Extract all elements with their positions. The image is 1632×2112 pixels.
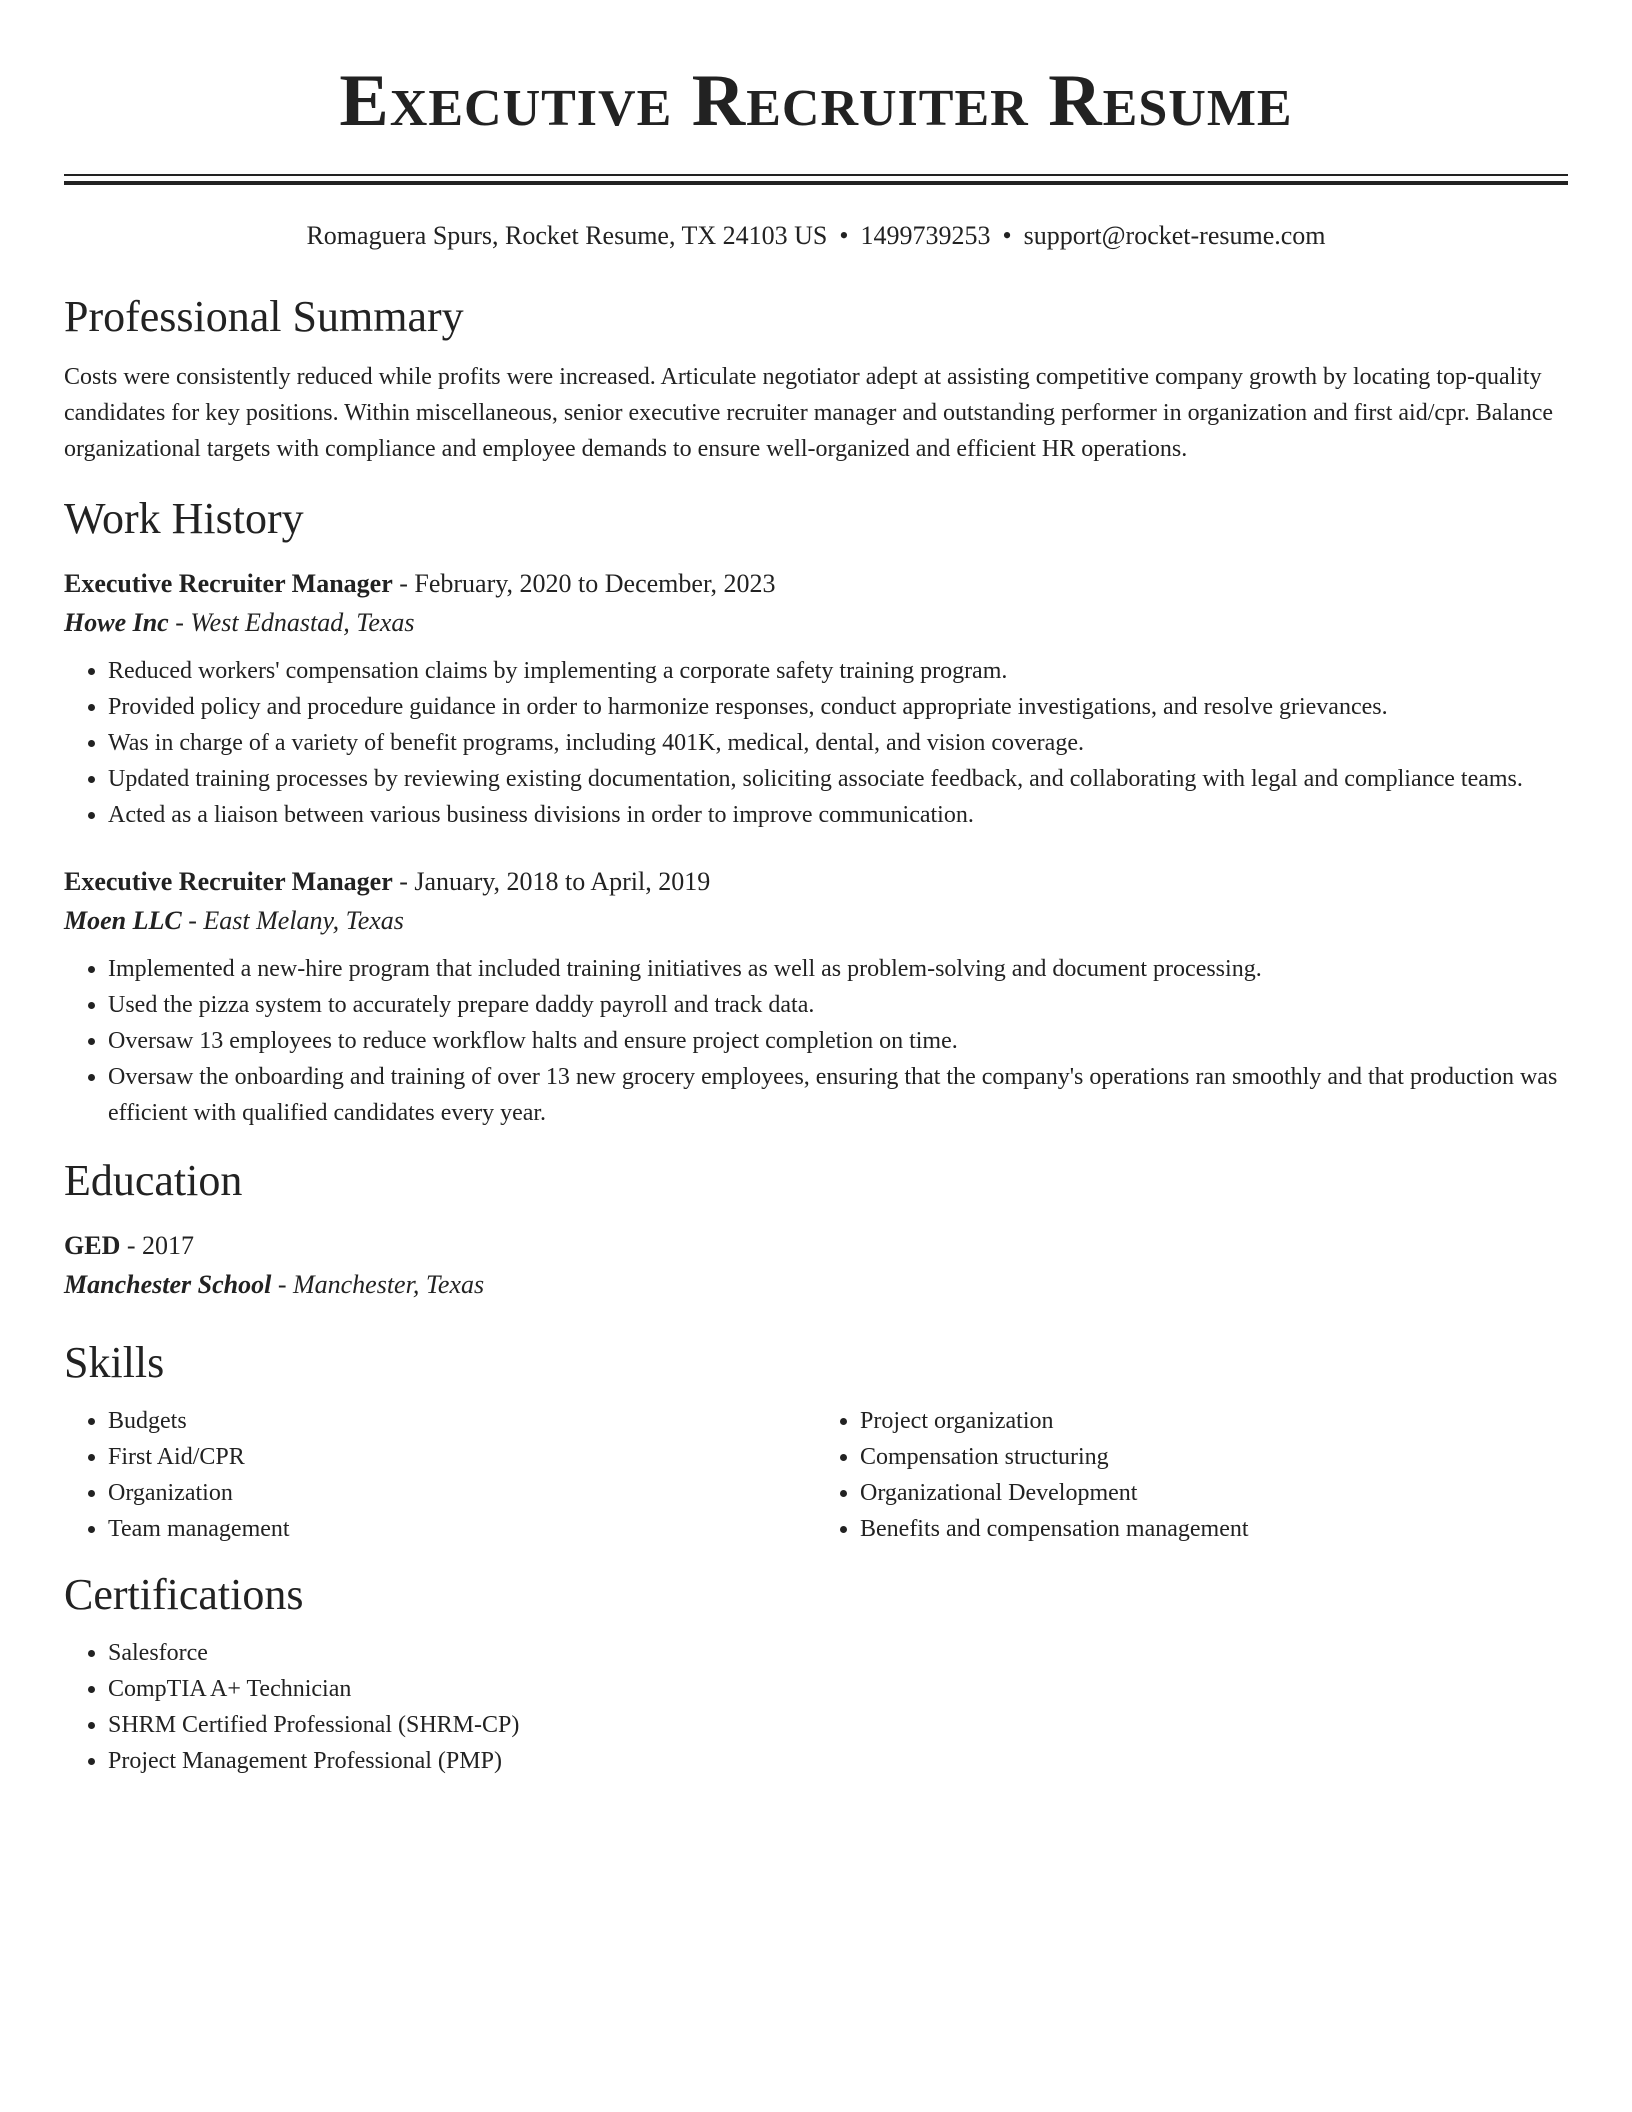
- contact-separator: •: [1002, 221, 1012, 250]
- list-item: • Team management: [108, 1511, 816, 1547]
- resume-title: Executive Recruiter Resume: [339, 60, 1293, 142]
- skills-grid: [64, 1403, 1568, 1547]
- summary-heading: Professional Summary: [64, 292, 464, 341]
- job-company-line: [64, 603, 1568, 643]
- list-item: • Was in charge of a variety of benefit programs, including 401K, medical, dental, and vision coverage.: [108, 725, 1568, 761]
- job-entry: [64, 863, 1568, 1131]
- list-item: • SHRM Certified Professional (SHRM-CP): [108, 1707, 1568, 1743]
- contact-email: support@rocket-resume.com: [1023, 221, 1326, 250]
- list-item: • First Aid/CPR: [108, 1439, 816, 1475]
- list-item: • Salesforce: [108, 1635, 1568, 1671]
- education-year: - 2017: [120, 1231, 195, 1260]
- contact-line: [64, 219, 1568, 253]
- contact-phone: 1499739253: [860, 221, 991, 250]
- job-bullets: [64, 653, 1568, 833]
- list-item: • Organizational Development: [860, 1475, 1568, 1511]
- list-item: • Oversaw the onboarding and training of over 13 new grocery employees, ensuring that the company's operations ran smoothly and that production was efficient with qualified candidates every year.: [108, 1059, 1568, 1131]
- list-item: • Used the pizza system to accurately prepare daddy payroll and track data.: [108, 987, 1568, 1023]
- list-item: • Budgets: [108, 1403, 816, 1439]
- certifications-list: [64, 1635, 1568, 1779]
- job-entry: [64, 565, 1568, 833]
- job-dates: - January, 2018 to April, 2019: [392, 867, 711, 896]
- list-item: • Implemented a new-hire program that included training initiatives as well as problem-solving and document processing.: [108, 951, 1568, 987]
- education-entry: [64, 1227, 1568, 1305]
- job-location: - West Ednastad, Texas: [168, 608, 415, 637]
- list-item: • Benefits and compensation management: [860, 1511, 1568, 1547]
- list-item: • Updated training processes by reviewing existing documentation, soliciting associate feedback, and collaborating with legal and compliance teams.: [108, 761, 1568, 797]
- skills-list-left: [64, 1403, 816, 1547]
- job-title-line: [64, 863, 1568, 901]
- list-item: • Project Management Professional (PMP): [108, 1743, 1568, 1779]
- education-degree-line: [64, 1227, 1568, 1265]
- job-company: Moen LLC: [64, 906, 182, 935]
- education-degree: GED: [64, 1231, 121, 1260]
- list-item: • Organization: [108, 1475, 816, 1511]
- job-dates: - February, 2020 to December, 2023: [392, 569, 776, 598]
- list-item: • Oversaw 13 employees to reduce workflow halts and ensure project completion on time.: [108, 1023, 1568, 1059]
- job-company: Howe Inc: [64, 608, 169, 637]
- summary-text: Costs were consistently reduced while profits were increased. Articulate negotiator adept at assisting competitive company growth by locating top-quality candidates for key positions. Within miscellaneous, senior executive recruiter manager and outstanding performer in organization and first aid/cpr. Balance organizational targets with compliance and employee demands to ensure well-organized and efficient HR operations.: [64, 364, 1553, 462]
- list-item: • Acted as a liaison between various business divisions in order to improve communication.: [108, 797, 1568, 833]
- contact-separator: •: [839, 221, 849, 250]
- education-heading: Education: [64, 1156, 243, 1205]
- list-item: • Reduced workers' compensation claims by implementing a corporate safety training program.: [108, 653, 1568, 689]
- skills-heading: Skills: [64, 1338, 165, 1387]
- job-role: Executive Recruiter Manager: [64, 569, 393, 598]
- job-location: - East Melany, Texas: [181, 906, 404, 935]
- education-school-line: [64, 1265, 1568, 1305]
- contact-address: Romaguera Spurs, Rocket Resume, TX 24103 US: [306, 221, 828, 250]
- education-location: - Manchester, Texas: [271, 1270, 485, 1299]
- list-item: • Provided policy and procedure guidance in order to harmonize responses, conduct appropriate investigations, and resolve grievances.: [108, 689, 1568, 725]
- work-history-heading: Work History: [64, 494, 304, 543]
- job-bullets: [64, 951, 1568, 1131]
- list-item: • Compensation structuring: [860, 1439, 1568, 1475]
- list-item: • CompTIA A+ Technician: [108, 1671, 1568, 1707]
- education-school: Manchester School: [64, 1270, 272, 1299]
- job-title-line: [64, 565, 1568, 603]
- skills-list-right: [816, 1403, 1568, 1547]
- title-double-rule: [64, 174, 1568, 185]
- job-role: Executive Recruiter Manager: [64, 867, 393, 896]
- list-item: • Project organization: [860, 1403, 1568, 1439]
- job-company-line: [64, 901, 1568, 941]
- certifications-heading: Certifications: [64, 1570, 304, 1619]
